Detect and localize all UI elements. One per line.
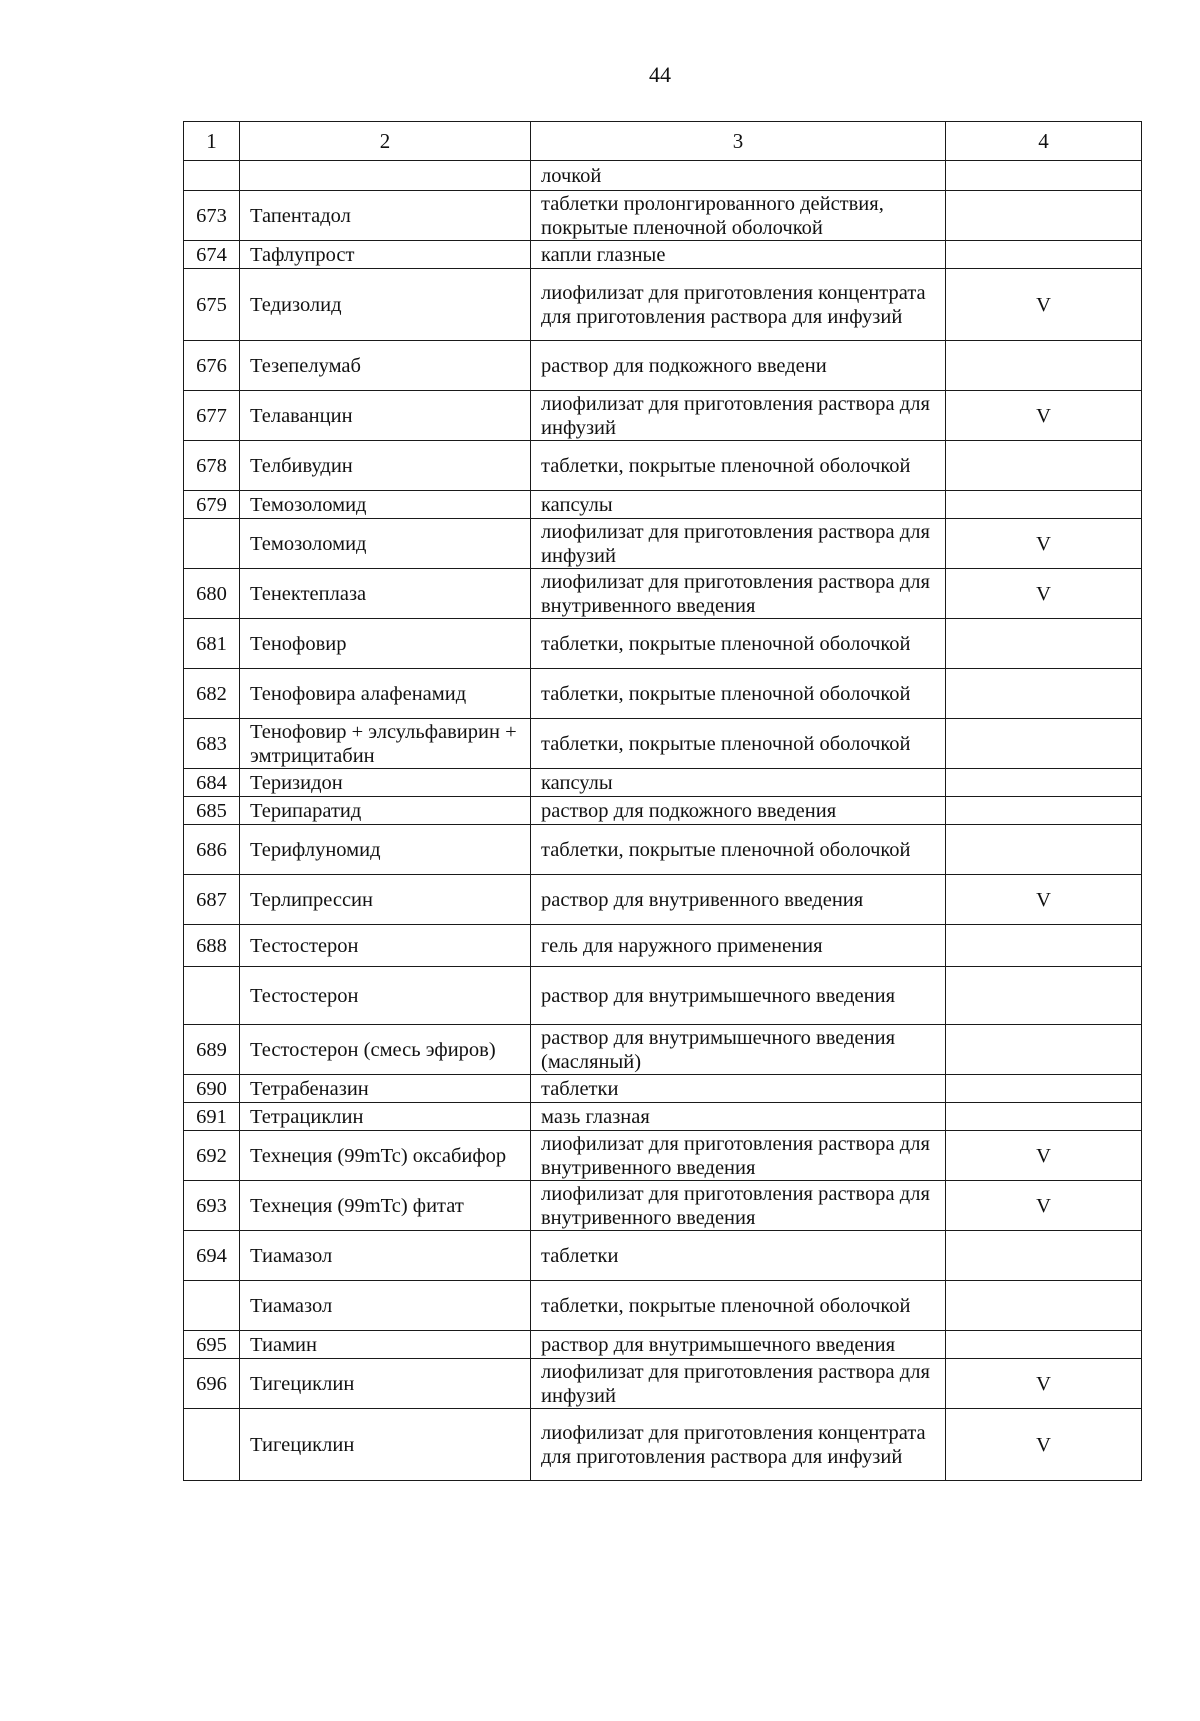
dosage-form-cell: лиофилизат для приготовления раствора для внутривенного введения bbox=[531, 1181, 946, 1231]
table-row bbox=[184, 1331, 1142, 1359]
table-row bbox=[184, 441, 1142, 491]
table-row bbox=[184, 825, 1142, 875]
row-number-cell: 686 bbox=[184, 825, 240, 875]
table-row bbox=[184, 161, 1142, 191]
drug-name-cell: Тестостерон bbox=[240, 967, 531, 1025]
row-number-cell: 692 bbox=[184, 1131, 240, 1181]
drug-name-cell: Тиамазол bbox=[240, 1231, 531, 1281]
row-number-cell bbox=[184, 1281, 240, 1331]
drug-name-cell: Темозоломид bbox=[240, 519, 531, 569]
table-row bbox=[184, 925, 1142, 967]
drug-name-cell: Тенофовира алафенамид bbox=[240, 669, 531, 719]
table-row bbox=[184, 491, 1142, 519]
dosage-form-cell: раствор для внутривенного введения bbox=[531, 875, 946, 925]
mark-cell bbox=[946, 825, 1142, 875]
drug-name-cell: Тигециклин bbox=[240, 1409, 531, 1481]
row-number-cell: 689 bbox=[184, 1025, 240, 1075]
table-row bbox=[184, 1181, 1142, 1231]
mark-cell bbox=[946, 1231, 1142, 1281]
mark-cell: V bbox=[946, 391, 1142, 441]
table-row bbox=[184, 241, 1142, 269]
table-row bbox=[184, 1103, 1142, 1131]
table-row bbox=[184, 1131, 1142, 1181]
row-number-cell: 683 bbox=[184, 719, 240, 769]
dosage-form-cell: капсулы bbox=[531, 491, 946, 519]
dosage-form-cell: таблетки пролонгированного действия, покрытые пленочной оболочкой bbox=[531, 191, 946, 241]
dosage-form-cell: таблетки, покрытые пленочной оболочкой bbox=[531, 719, 946, 769]
mark-cell: V bbox=[946, 1181, 1142, 1231]
table-row bbox=[184, 619, 1142, 669]
row-number-cell: 684 bbox=[184, 769, 240, 797]
drug-name-cell: Тафлупрост bbox=[240, 241, 531, 269]
row-number-cell: 678 bbox=[184, 441, 240, 491]
dosage-form-cell: капли глазные bbox=[531, 241, 946, 269]
mark-cell: V bbox=[946, 519, 1142, 569]
row-number-cell: 674 bbox=[184, 241, 240, 269]
column-header-1: 1 bbox=[184, 122, 240, 161]
mark-cell bbox=[946, 1331, 1142, 1359]
row-number-cell: 693 bbox=[184, 1181, 240, 1231]
mark-cell bbox=[946, 967, 1142, 1025]
drug-name-cell: Тезепелумаб bbox=[240, 341, 531, 391]
dosage-form-cell: таблетки, покрытые пленочной оболочкой bbox=[531, 441, 946, 491]
drug-name-cell: Телбивудин bbox=[240, 441, 531, 491]
drug-table bbox=[183, 121, 1142, 1481]
dosage-form-cell: таблетки, покрытые пленочной оболочкой bbox=[531, 619, 946, 669]
mark-cell bbox=[946, 797, 1142, 825]
dosage-form-cell: таблетки, покрытые пленочной оболочкой bbox=[531, 669, 946, 719]
row-number-cell bbox=[184, 519, 240, 569]
dosage-form-cell: раствор для внутримышечного введения bbox=[531, 1331, 946, 1359]
table-row bbox=[184, 519, 1142, 569]
mark-cell bbox=[946, 1103, 1142, 1131]
drug-name-cell: Технеция (99mTc) фитат bbox=[240, 1181, 531, 1231]
dosage-form-cell: таблетки, покрытые пленочной оболочкой bbox=[531, 1281, 946, 1331]
row-number-cell: 694 bbox=[184, 1231, 240, 1281]
dosage-form-cell: раствор для внутримышечного введения (масляный) bbox=[531, 1025, 946, 1075]
row-number-cell: 681 bbox=[184, 619, 240, 669]
dosage-form-cell: раствор для подкожного введени bbox=[531, 341, 946, 391]
drug-name-cell: Терифлуномид bbox=[240, 825, 531, 875]
table-row bbox=[184, 669, 1142, 719]
table-row bbox=[184, 769, 1142, 797]
drug-name-cell: Тестостерон bbox=[240, 925, 531, 967]
row-number-cell: 696 bbox=[184, 1359, 240, 1409]
mark-cell: V bbox=[946, 1131, 1142, 1181]
drug-name-cell: Терипаратид bbox=[240, 797, 531, 825]
table-row bbox=[184, 341, 1142, 391]
drug-name-cell: Тедизолид bbox=[240, 269, 531, 341]
dosage-form-cell: лиофилизат для приготовления раствора для инфузий bbox=[531, 391, 946, 441]
mark-cell bbox=[946, 491, 1142, 519]
dosage-form-cell: раствор для подкожного введения bbox=[531, 797, 946, 825]
dosage-form-cell: лиофилизат для приготовления раствора для внутривенного введения bbox=[531, 1131, 946, 1181]
drug-name-cell: Тапентадол bbox=[240, 191, 531, 241]
row-number-cell: 682 bbox=[184, 669, 240, 719]
table-body bbox=[184, 161, 1142, 1481]
dosage-form-cell: мазь глазная bbox=[531, 1103, 946, 1131]
drug-name-cell: Тетрабеназин bbox=[240, 1075, 531, 1103]
table-row bbox=[184, 797, 1142, 825]
mark-cell bbox=[946, 341, 1142, 391]
mark-cell bbox=[946, 441, 1142, 491]
table-row bbox=[184, 967, 1142, 1025]
table-row bbox=[184, 719, 1142, 769]
table-row bbox=[184, 569, 1142, 619]
column-header-2: 2 bbox=[240, 122, 531, 161]
row-number-cell: 691 bbox=[184, 1103, 240, 1131]
row-number-cell: 677 bbox=[184, 391, 240, 441]
dosage-form-cell: таблетки, покрытые пленочной оболочкой bbox=[531, 825, 946, 875]
column-header-3: 3 bbox=[531, 122, 946, 161]
row-number-cell bbox=[184, 1409, 240, 1481]
drug-name-cell: Терлипрессин bbox=[240, 875, 531, 925]
row-number-cell: 690 bbox=[184, 1075, 240, 1103]
drug-name-cell: Тетрациклин bbox=[240, 1103, 531, 1131]
table-row bbox=[184, 1025, 1142, 1075]
row-number-cell: 680 bbox=[184, 569, 240, 619]
row-number-cell bbox=[184, 967, 240, 1025]
mark-cell: V bbox=[946, 269, 1142, 341]
table-row bbox=[184, 391, 1142, 441]
page-number: 44 bbox=[649, 62, 671, 87]
dosage-form-cell: раствор для внутримышечного введения bbox=[531, 967, 946, 1025]
table-row bbox=[184, 1409, 1142, 1481]
drug-name-cell: Тигециклин bbox=[240, 1359, 531, 1409]
drug-name-cell: Темозоломид bbox=[240, 491, 531, 519]
table-row bbox=[184, 1281, 1142, 1331]
table-row bbox=[184, 1075, 1142, 1103]
drug-name-cell: Тиамазол bbox=[240, 1281, 531, 1331]
dosage-form-cell: таблетки bbox=[531, 1231, 946, 1281]
mark-cell bbox=[946, 719, 1142, 769]
mark-cell: V bbox=[946, 875, 1142, 925]
table-row bbox=[184, 1231, 1142, 1281]
mark-cell bbox=[946, 191, 1142, 241]
dosage-form-cell: капсулы bbox=[531, 769, 946, 797]
dosage-form-cell: гель для наружного применения bbox=[531, 925, 946, 967]
row-number-cell: 687 bbox=[184, 875, 240, 925]
mark-cell: V bbox=[946, 1359, 1142, 1409]
mark-cell bbox=[946, 241, 1142, 269]
table-row bbox=[184, 1359, 1142, 1409]
dosage-form-cell: лиофилизат для приготовления раствора для инфузий bbox=[531, 519, 946, 569]
drug-name-cell: Тиамин bbox=[240, 1331, 531, 1359]
row-number-cell bbox=[184, 161, 240, 191]
drug-name-cell: Тестостерон (смесь эфиров) bbox=[240, 1025, 531, 1075]
drug-name-cell: Технеция (99mTc) оксабифор bbox=[240, 1131, 531, 1181]
row-number-cell: 695 bbox=[184, 1331, 240, 1359]
mark-cell: V bbox=[946, 1409, 1142, 1481]
row-number-cell: 675 bbox=[184, 269, 240, 341]
row-number-cell: 688 bbox=[184, 925, 240, 967]
table-row bbox=[184, 191, 1142, 241]
mark-cell bbox=[946, 619, 1142, 669]
row-number-cell: 676 bbox=[184, 341, 240, 391]
dosage-form-cell: лиофилизат для приготовления раствора для внутривенного введения bbox=[531, 569, 946, 619]
mark-cell bbox=[946, 925, 1142, 967]
drug-name-cell: Теризидон bbox=[240, 769, 531, 797]
mark-cell bbox=[946, 161, 1142, 191]
mark-cell bbox=[946, 1281, 1142, 1331]
drug-name-cell: Тенофовир bbox=[240, 619, 531, 669]
drug-name-cell: Тенофовир + элсульфавирин + эмтрицитабин bbox=[240, 719, 531, 769]
mark-cell bbox=[946, 769, 1142, 797]
mark-cell bbox=[946, 1025, 1142, 1075]
row-number-cell: 673 bbox=[184, 191, 240, 241]
drug-name-cell: Тенектеплаза bbox=[240, 569, 531, 619]
table-header-row bbox=[184, 122, 1142, 161]
row-number-cell: 679 bbox=[184, 491, 240, 519]
drug-name-cell bbox=[240, 161, 531, 191]
dosage-form-cell: таблетки bbox=[531, 1075, 946, 1103]
dosage-form-cell: лиофилизат для приготовления концентрата для приготовления раствора для инфузий bbox=[531, 1409, 946, 1481]
mark-cell: V bbox=[946, 569, 1142, 619]
row-number-cell: 685 bbox=[184, 797, 240, 825]
table-row bbox=[184, 875, 1142, 925]
dosage-form-cell: лиофилизат для приготовления раствора для инфузий bbox=[531, 1359, 946, 1409]
mark-cell bbox=[946, 669, 1142, 719]
mark-cell bbox=[946, 1075, 1142, 1103]
table-row bbox=[184, 269, 1142, 341]
dosage-form-cell: лиофилизат для приготовления концентрата для приготовления раствора для инфузий bbox=[531, 269, 946, 341]
dosage-form-cell: лочкой bbox=[531, 161, 946, 191]
column-header-4: 4 bbox=[946, 122, 1142, 161]
drug-name-cell: Телаванцин bbox=[240, 391, 531, 441]
